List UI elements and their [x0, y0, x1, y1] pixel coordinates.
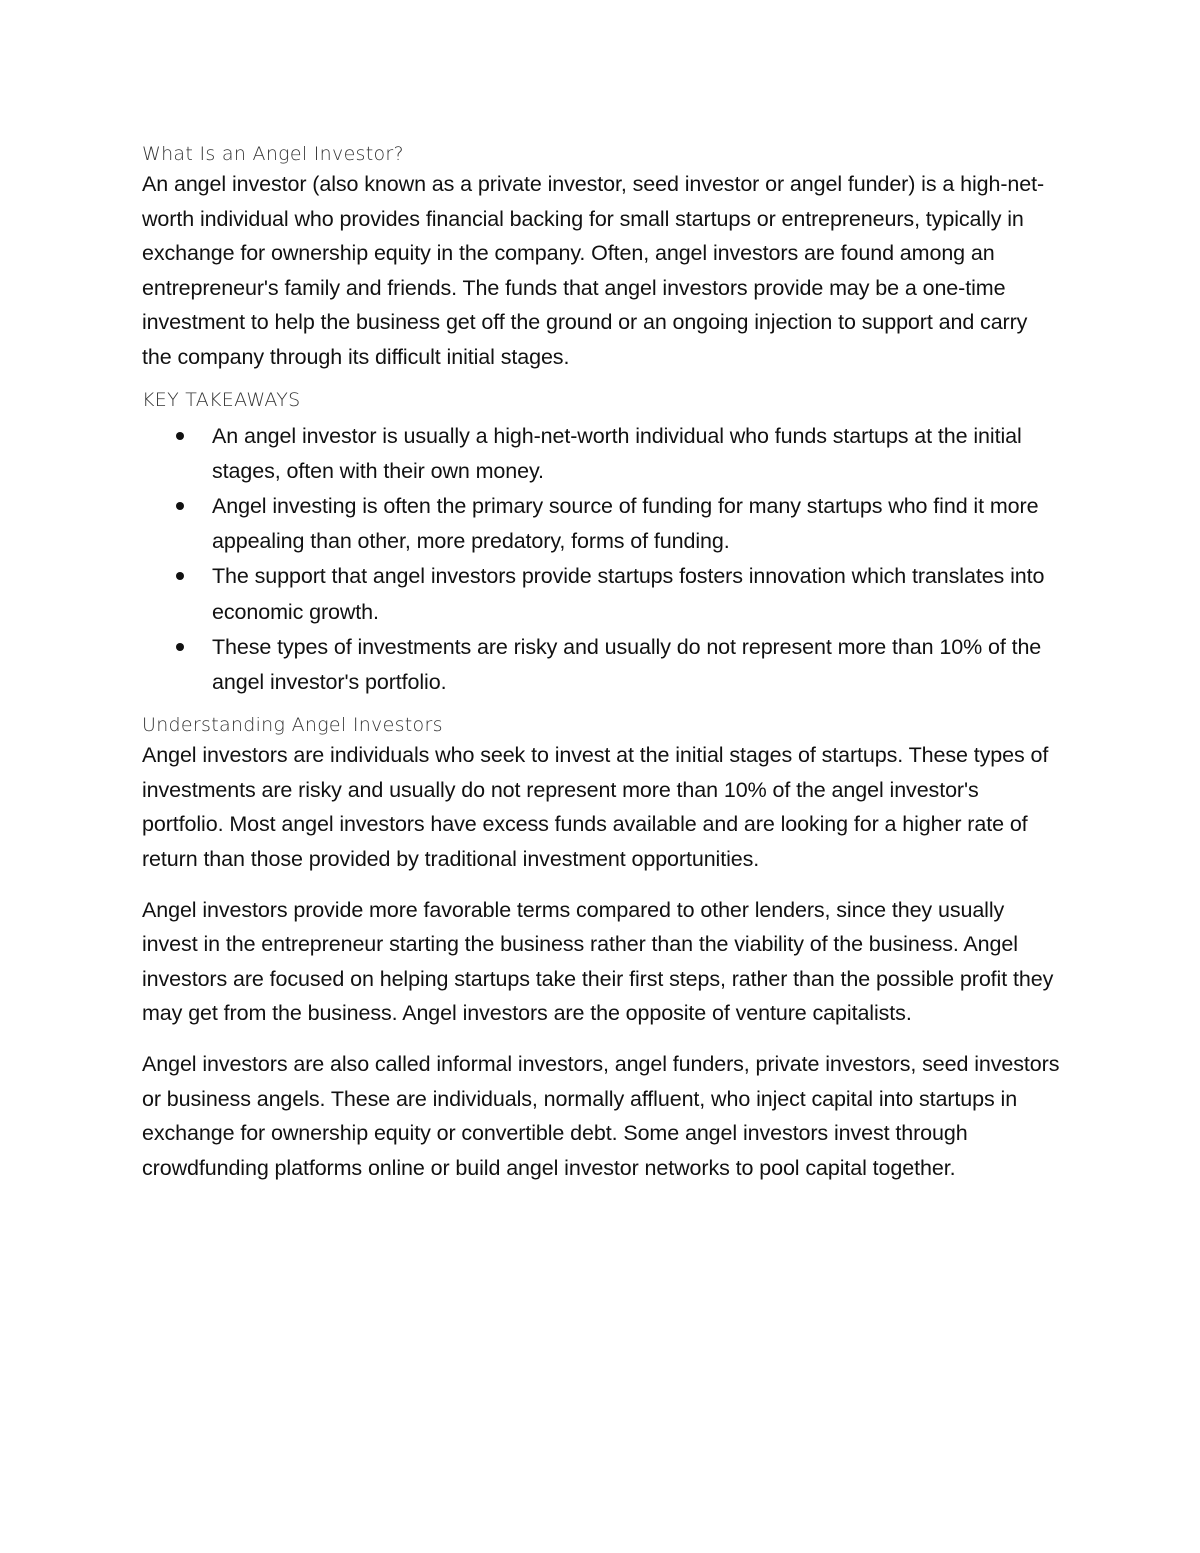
- list-item: [142, 419, 1062, 489]
- understanding-paragraph-1: Angel investors are individuals who seek to invest at the initial stages of startups. These types of investments are risky and usually do not represent more than 10% of the angel investor's portfolio. Most angel investors have excess funds available and are looking for a higher rate of return than those provided by traditional investment opportunities.: [142, 743, 1049, 871]
- list-item: [142, 559, 1062, 629]
- key-takeaways-list: [142, 419, 1062, 701]
- section-heading-what-is: What Is an Angel Investor?: [142, 143, 404, 165]
- list-item-text: An angel investor is usually a high-net-worth individual who funds startups at the initial stages, often with their own money.: [212, 423, 1022, 483]
- list-item: [142, 630, 1062, 700]
- key-takeaways-heading: KEY TAKEAWAYS: [142, 388, 301, 411]
- intro-paragraph: An angel investor (also known as a private investor, seed investor or angel funder) is a high-net-worth individual who provides financial backing for small startups or entrepreneurs, typically in exchange for ownership equity in the company. Often, angel investors are found among an entrepreneur's family and friends. The funds that angel investors provide may be a one-time investment to help the business get off the ground or an ongoing injection to support and carry the company through its difficult initial stages.: [142, 172, 1045, 369]
- bullet-icon: [176, 502, 184, 510]
- understanding-paragraph-3: Angel investors are also called informal investors, angel funders, private investors, seed investors or business angels. These are individuals, normally affluent, who inject capital into startups in exchange for ownership equity or convertible debt. Some angel investors invest through crowdfunding platforms online or build angel investor networks to pool capital together.: [142, 1051, 1060, 1180]
- bullet-icon: [176, 572, 184, 580]
- list-item-text: Angel investing is often the primary source of funding for many startups who find it more appealing than other, more predatory, forms of funding.: [212, 493, 1039, 554]
- bullet-icon: [176, 432, 184, 440]
- section-heading-understanding: Understanding Angel Investors: [142, 714, 443, 737]
- list-item-text: The support that angel investors provide startups fosters innovation which translates into economic growth.: [212, 564, 1045, 624]
- bullet-icon: [176, 643, 184, 651]
- list-item-text: These types of investments are risky and usually do not represent more than 10% of the angel investor's portfolio.: [212, 634, 1042, 694]
- list-item: [142, 489, 1062, 559]
- understanding-paragraph-2: Angel investors provide more favorable terms compared to other lenders, since they usually invest in the entrepreneur starting the business rather than the viability of the business. Angel investors are focused on helping startups take their first steps, rather than the possible profit they may get from the business. Angel investors are the opposite of venture capitalists.: [142, 897, 1054, 1026]
- document-body: [142, 141, 1062, 1185]
